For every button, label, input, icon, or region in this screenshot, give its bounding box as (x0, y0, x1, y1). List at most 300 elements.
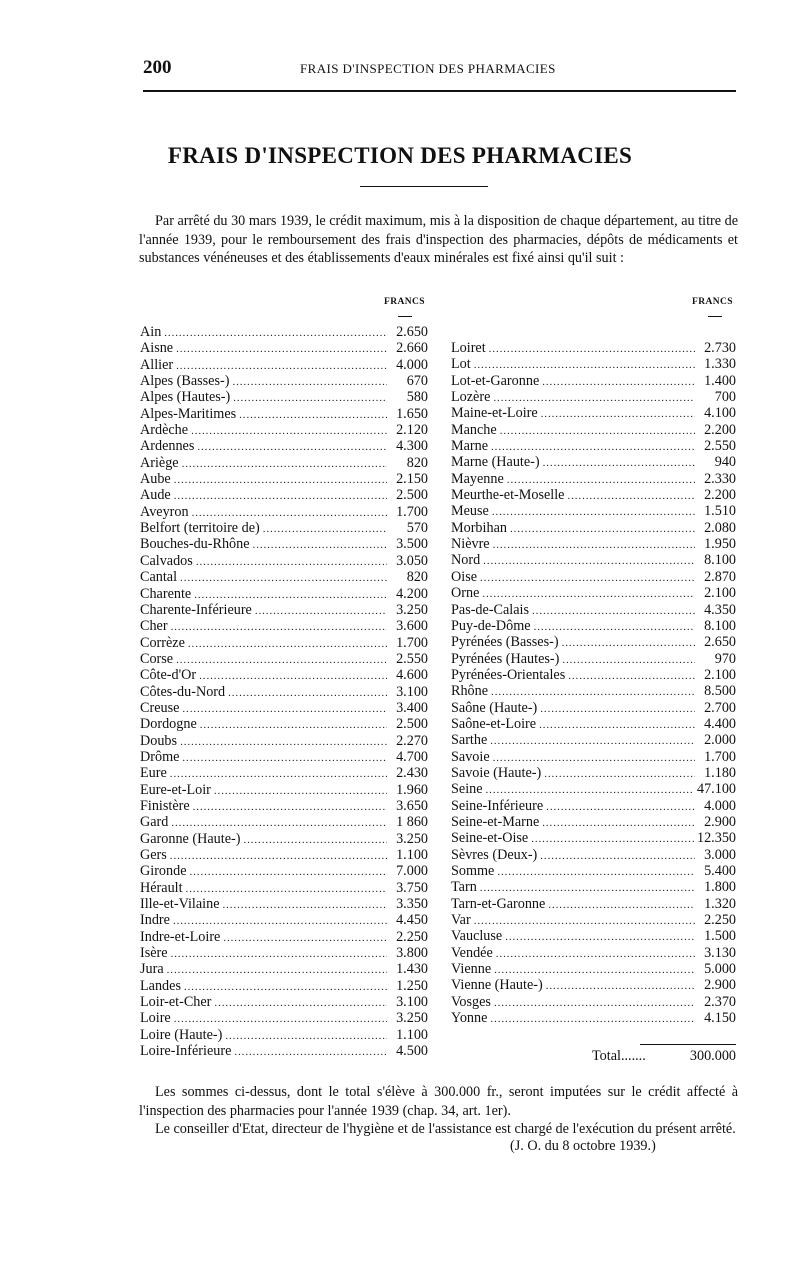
dot-leader (164, 327, 387, 339)
dot-leader (532, 605, 695, 617)
table-row (451, 863, 736, 879)
dot-leader (540, 850, 695, 862)
table-row (140, 945, 428, 961)
table-row (451, 716, 736, 732)
table-row (140, 782, 428, 798)
table-row (140, 978, 428, 994)
running-head: FRAIS D'INSPECTION DES PHARMACIES (300, 61, 556, 76)
department-name: Marne (451, 438, 489, 455)
table-row (140, 831, 428, 847)
dot-leader (234, 1046, 387, 1058)
dot-leader (233, 392, 387, 404)
department-name: Cantal (140, 569, 178, 586)
amount-value: 2.430 (396, 765, 428, 782)
table-row (451, 471, 736, 487)
table-row (451, 896, 736, 912)
dot-leader (480, 572, 695, 584)
amount-value: 3.600 (396, 618, 428, 635)
department-name: Finistère (140, 797, 190, 814)
table-row (140, 847, 428, 863)
table-row (451, 602, 736, 618)
amount-value: 3.100 (396, 683, 428, 700)
table-row (140, 798, 428, 814)
dot-leader (562, 654, 695, 666)
department-name: Isère (140, 945, 168, 962)
dot-leader (255, 605, 387, 617)
amount-value: 4.700 (396, 748, 428, 765)
amount-value: 1.650 (396, 405, 428, 422)
amount-value: 5.400 (704, 863, 736, 879)
department-name: Savoie (Haute-) (451, 764, 542, 781)
department-name: Nord (451, 552, 481, 569)
dot-leader (176, 343, 387, 355)
dot-leader (568, 670, 695, 682)
dot-leader (546, 801, 695, 813)
amount-value: 2.550 (704, 438, 736, 455)
department-name: Nièvre (451, 536, 490, 553)
department-name: Meuse (451, 503, 489, 520)
dot-leader (173, 915, 387, 927)
amount-value: 2.500 (396, 487, 428, 504)
dot-leader (541, 408, 695, 420)
department-name: Meurthe-et-Moselle (451, 487, 565, 504)
dot-leader (194, 589, 387, 601)
amount-value: 2.270 (396, 732, 428, 749)
dot-leader (493, 539, 695, 551)
table-row (140, 863, 428, 879)
amount-value: 2.660 (396, 340, 428, 357)
department-name: Lot (451, 356, 471, 373)
dot-leader (171, 817, 387, 829)
amount-value: 1.330 (704, 356, 736, 373)
amount-value: 2.550 (396, 650, 428, 667)
table-row (140, 961, 428, 977)
dot-leader (182, 752, 387, 764)
dot-leader (542, 817, 695, 829)
amount-value: 2.200 (704, 487, 736, 504)
dot-leader (197, 441, 387, 453)
table-row (451, 683, 736, 699)
amount-value: 1.100 (396, 1026, 428, 1043)
dot-leader (174, 474, 387, 486)
table-row (140, 716, 428, 732)
table-row (140, 912, 428, 928)
department-name: Sèvres (Deux-) (451, 846, 538, 863)
dot-leader (193, 801, 387, 813)
table-row (140, 438, 428, 454)
amount-value: 2.650 (704, 634, 736, 651)
dot-leader (192, 507, 387, 519)
amount-value: 4.100 (704, 405, 736, 422)
amount-value: 1.500 (704, 928, 736, 945)
dot-leader (182, 703, 387, 715)
amount-value: 2.330 (704, 470, 736, 487)
dot-leader (223, 932, 387, 944)
table-right-column (451, 340, 736, 1026)
department-name: Charente-Inférieure (140, 601, 252, 618)
dot-leader (505, 931, 695, 943)
total-value: 300.000 (689, 1048, 736, 1064)
dot-leader (176, 360, 387, 372)
amount-value: 4.300 (396, 438, 428, 455)
department-name: Marne (Haute-) (451, 454, 540, 471)
dot-leader (539, 719, 695, 731)
table-row (140, 1027, 428, 1043)
amount-value: 3.350 (396, 896, 428, 913)
amount-value: 4.350 (704, 601, 736, 618)
amount-value: 2.150 (396, 471, 428, 488)
total-rule (640, 1044, 736, 1045)
amount-value: 2.100 (704, 666, 736, 683)
dot-leader (500, 425, 695, 437)
intro-paragraph: Par arrêté du 30 mars 1939, le crédit maximum, mis à la disposition de chaque département, au titre de l'année 1939, pour le remboursement des frais d'inspection des pharmacies, dépôts de médicaments et substances vénéneuses et des établissements d'eaux minérales est fixé ainsi qu'il suit : (139, 213, 738, 267)
table-row (140, 422, 428, 438)
amount-value: 1.800 (704, 879, 736, 896)
table-row (140, 406, 428, 422)
department-name: Loiret (451, 340, 486, 356)
dot-leader (182, 458, 387, 470)
department-name: Tarn (451, 879, 477, 896)
department-name: Aude (140, 487, 171, 504)
amount-value: 4.450 (396, 912, 428, 929)
department-name: Savoie (451, 748, 490, 765)
department-name: Ille-et-Vilaine (140, 896, 220, 913)
table-row (451, 994, 736, 1010)
table-row (451, 667, 736, 683)
amount-value: 2.250 (704, 912, 736, 929)
dot-leader (253, 539, 387, 551)
department-name: Pas-de-Calais (451, 601, 530, 618)
footer-paragraph-2: Le conseiller d'Etat, directeur de l'hygiène et de l'assistance est chargé de l'exécution du présent arrêté. (155, 1121, 736, 1137)
department-name: Loir-et-Cher (140, 994, 212, 1011)
department-name: Maine-et-Loire (451, 405, 538, 422)
department-name: Ardèche (140, 422, 189, 439)
department-name: Sarthe (451, 732, 488, 749)
amount-value: 820 (406, 454, 428, 471)
department-name: Rhône (451, 683, 489, 700)
amount-value: 3.050 (396, 552, 428, 569)
amount-value: 3.500 (396, 536, 428, 553)
table-row (140, 994, 428, 1010)
table-row (451, 422, 736, 438)
amount-value: 1.700 (396, 634, 428, 651)
amount-value: 4.400 (704, 715, 736, 732)
amount-value: 820 (406, 569, 428, 586)
dot-leader (546, 980, 695, 992)
department-name: Loire (Haute-) (140, 1026, 223, 1043)
amount-value: 3.400 (396, 699, 428, 716)
dot-leader (494, 964, 695, 976)
table-row (451, 356, 736, 372)
amount-value: 3.800 (396, 945, 428, 962)
dot-leader (491, 686, 695, 698)
department-name: Pyrénées (Basses-) (451, 634, 559, 651)
department-name: Côte-d'Or (140, 667, 197, 684)
table-row (451, 928, 736, 944)
department-name: Allier (140, 356, 174, 373)
dot-leader (480, 882, 695, 894)
department-name: Indre-et-Loire (140, 928, 221, 945)
amount-value: 8.100 (704, 617, 736, 634)
amount-value: 1.700 (704, 748, 736, 765)
total-label: Total....... (592, 1048, 646, 1064)
page-title: FRAIS D'INSPECTION DES PHARMACIES (167, 143, 633, 168)
table-row (140, 536, 428, 552)
table-row (451, 634, 736, 650)
table-row (140, 553, 428, 569)
dot-leader (171, 621, 387, 633)
table-row (140, 504, 428, 520)
amount-value: 2.250 (396, 928, 428, 945)
table-row (451, 765, 736, 781)
amount-value: 3.250 (396, 1010, 428, 1027)
department-name: Seine-et-Oise (451, 830, 529, 847)
table-row (140, 455, 428, 471)
dot-leader (243, 834, 387, 846)
amount-value: 2.370 (704, 993, 736, 1010)
department-name: Lot-et-Garonne (451, 372, 540, 389)
amount-value: 2.650 (396, 324, 428, 340)
amount-value: 1.700 (396, 503, 428, 520)
table-row (451, 438, 736, 454)
table-row (140, 389, 428, 405)
department-name: Lozère (451, 389, 491, 406)
table-left-column (140, 324, 428, 1059)
department-name: Vienne (451, 961, 492, 978)
dot-leader (531, 833, 694, 845)
dot-leader (171, 948, 387, 960)
table-row (451, 961, 736, 977)
dot-leader (263, 523, 387, 535)
table-row (140, 520, 428, 536)
table-row (451, 536, 736, 552)
amount-value: 4.150 (704, 1010, 736, 1027)
amount-value: 1.400 (704, 372, 736, 389)
department-name: Seine (451, 781, 483, 798)
department-name: Saône-et-Loire (451, 715, 537, 732)
table-row (140, 765, 428, 781)
footer-paragraph-1: Les sommes ci-dessus, dont le total s'élève à 300.000 fr., seront imputées sur le crédit affecté à l'inspection des pharmacies pour l'année 1939 (chap. 34, art. 1er). (139, 1084, 738, 1119)
table-row (451, 781, 736, 797)
dot-leader (228, 687, 387, 699)
department-name: Seine-Inférieure (451, 797, 544, 814)
department-name: Gers (140, 847, 167, 863)
table-row (451, 700, 736, 716)
department-name: Seine-et-Marne (451, 813, 540, 830)
dot-leader (542, 376, 695, 388)
amount-value: 1.950 (704, 536, 736, 553)
dot-leader (474, 359, 695, 371)
table-row (451, 847, 736, 863)
department-name: Saône (Haute-) (451, 699, 538, 716)
table-row (140, 618, 428, 634)
dot-leader (174, 490, 387, 502)
table-row (140, 569, 428, 585)
amount-value: 4.200 (396, 585, 428, 602)
dot-leader (186, 883, 387, 895)
dot-leader (486, 784, 694, 796)
table-row (140, 586, 428, 602)
table-row (451, 569, 736, 585)
department-name: Corrèze (140, 634, 185, 651)
dot-leader (491, 441, 695, 453)
amount-value: 3.750 (396, 879, 428, 896)
department-name: Manche (451, 421, 497, 438)
department-name: Jura (140, 961, 164, 978)
department-name: Vaucluse (451, 928, 503, 945)
amount-value: 3.000 (704, 846, 736, 863)
amount-value: 7.000 (396, 863, 428, 880)
dot-leader (493, 752, 695, 764)
table-row (451, 405, 736, 421)
column-unit-left: FRANCS (384, 297, 425, 307)
table-row (451, 798, 736, 814)
department-name: Alpes-Maritimes (140, 405, 237, 422)
table-row (451, 552, 736, 568)
department-name: Ardennes (140, 438, 195, 455)
department-name: Eure-et-Loir (140, 781, 211, 798)
table-row (140, 487, 428, 503)
dot-leader (548, 899, 695, 911)
department-name: Morbihan (451, 519, 507, 536)
table-row (140, 357, 428, 373)
page-number: 200 (143, 57, 172, 78)
table-row (140, 340, 428, 356)
table-row (140, 1043, 428, 1059)
table-row (451, 814, 736, 830)
amount-value: 1.510 (704, 503, 736, 520)
table-row (140, 667, 428, 683)
total-row (592, 1048, 736, 1065)
department-name: Mayenne (451, 470, 504, 487)
amount-value: 2.000 (704, 732, 736, 749)
dot-leader (200, 719, 387, 731)
amount-value: 1.320 (704, 895, 736, 912)
table-row (451, 749, 736, 765)
dot-leader (184, 981, 387, 993)
dot-leader (199, 670, 387, 682)
dot-leader (191, 425, 387, 437)
amount-value: 1 860 (396, 814, 428, 831)
dot-leader (544, 768, 695, 780)
department-name: Corse (140, 650, 174, 667)
department-name: Dordogne (140, 716, 197, 733)
department-name: Pyrénées-Orientales (451, 666, 566, 683)
department-name: Loire-Inférieure (140, 1043, 232, 1060)
table-row (140, 635, 428, 651)
amount-value: 570 (406, 520, 428, 537)
table-row (140, 602, 428, 618)
column-unit-right: FRANCS (692, 297, 733, 307)
amount-value: 4.000 (396, 356, 428, 373)
table-row (140, 700, 428, 716)
department-name: Alpes (Basses-) (140, 373, 230, 390)
dot-leader (490, 1013, 695, 1025)
department-name: Aisne (140, 340, 174, 357)
amount-value: 12.350 (696, 830, 736, 847)
table-row (140, 324, 428, 340)
dot-leader (496, 948, 695, 960)
department-name: Loire (140, 1010, 171, 1027)
dot-leader (174, 1013, 387, 1025)
journal-reference: (J. O. du 8 octobre 1939.) (510, 1138, 656, 1154)
amount-value: 5.000 (704, 961, 736, 978)
table-row (451, 879, 736, 895)
dot-leader (232, 376, 387, 388)
department-name: Doubs (140, 732, 178, 749)
table-row (140, 471, 428, 487)
title-rule (360, 186, 488, 187)
dot-leader (497, 866, 695, 878)
dot-leader (214, 785, 387, 797)
department-name: Alpes (Hautes-) (140, 389, 231, 406)
amount-value: 2.200 (704, 421, 736, 438)
column-dash-right (708, 316, 722, 317)
department-name: Charente (140, 585, 192, 602)
amount-value: 1.100 (396, 847, 428, 863)
table-row (451, 454, 736, 470)
table-row (451, 1010, 736, 1026)
dot-leader (214, 997, 387, 1009)
department-name: Gironde (140, 863, 187, 880)
dot-leader (167, 964, 387, 976)
amount-value: 8.500 (704, 683, 736, 700)
amount-value: 580 (406, 389, 428, 406)
header-rule (143, 90, 736, 92)
amount-value: 4.500 (396, 1043, 428, 1060)
dot-leader (510, 523, 695, 535)
table-row (140, 749, 428, 765)
table-row (451, 585, 736, 601)
department-name: Côtes-du-Nord (140, 683, 226, 700)
amount-value: 1.430 (396, 961, 428, 978)
amount-value: 2.100 (704, 585, 736, 602)
department-name: Bouches-du-Rhône (140, 536, 250, 553)
table-row (451, 830, 736, 846)
department-name: Belfort (territoire de) (140, 520, 260, 537)
table-row (451, 503, 736, 519)
amount-value: 47.100 (696, 781, 736, 798)
amount-value: 2.700 (704, 699, 736, 716)
department-name: Pyrénées (Hautes-) (451, 650, 560, 667)
amount-value: 4.000 (704, 797, 736, 814)
amount-value: 3.130 (704, 944, 736, 961)
dot-leader (190, 866, 388, 878)
department-name: Puy-de-Dôme (451, 617, 531, 634)
amount-value: 3.250 (396, 830, 428, 847)
table-row (451, 651, 736, 667)
dot-leader (492, 506, 695, 518)
amount-value: 2.500 (396, 716, 428, 733)
table-row (451, 945, 736, 961)
table-row (451, 732, 736, 748)
table-row (451, 977, 736, 993)
table-row (140, 1010, 428, 1026)
dot-leader (239, 409, 387, 421)
department-name: Tarn-et-Garonne (451, 895, 546, 912)
table-row (140, 651, 428, 667)
dot-leader (180, 572, 387, 584)
table-row (451, 487, 736, 503)
dot-leader (540, 703, 695, 715)
dot-leader (489, 343, 695, 355)
amount-value: 8.100 (704, 552, 736, 569)
table-row (451, 912, 736, 928)
department-name: Cher (140, 618, 168, 635)
dot-leader (562, 637, 695, 649)
amount-value: 2.120 (396, 422, 428, 439)
table-row (451, 389, 736, 405)
